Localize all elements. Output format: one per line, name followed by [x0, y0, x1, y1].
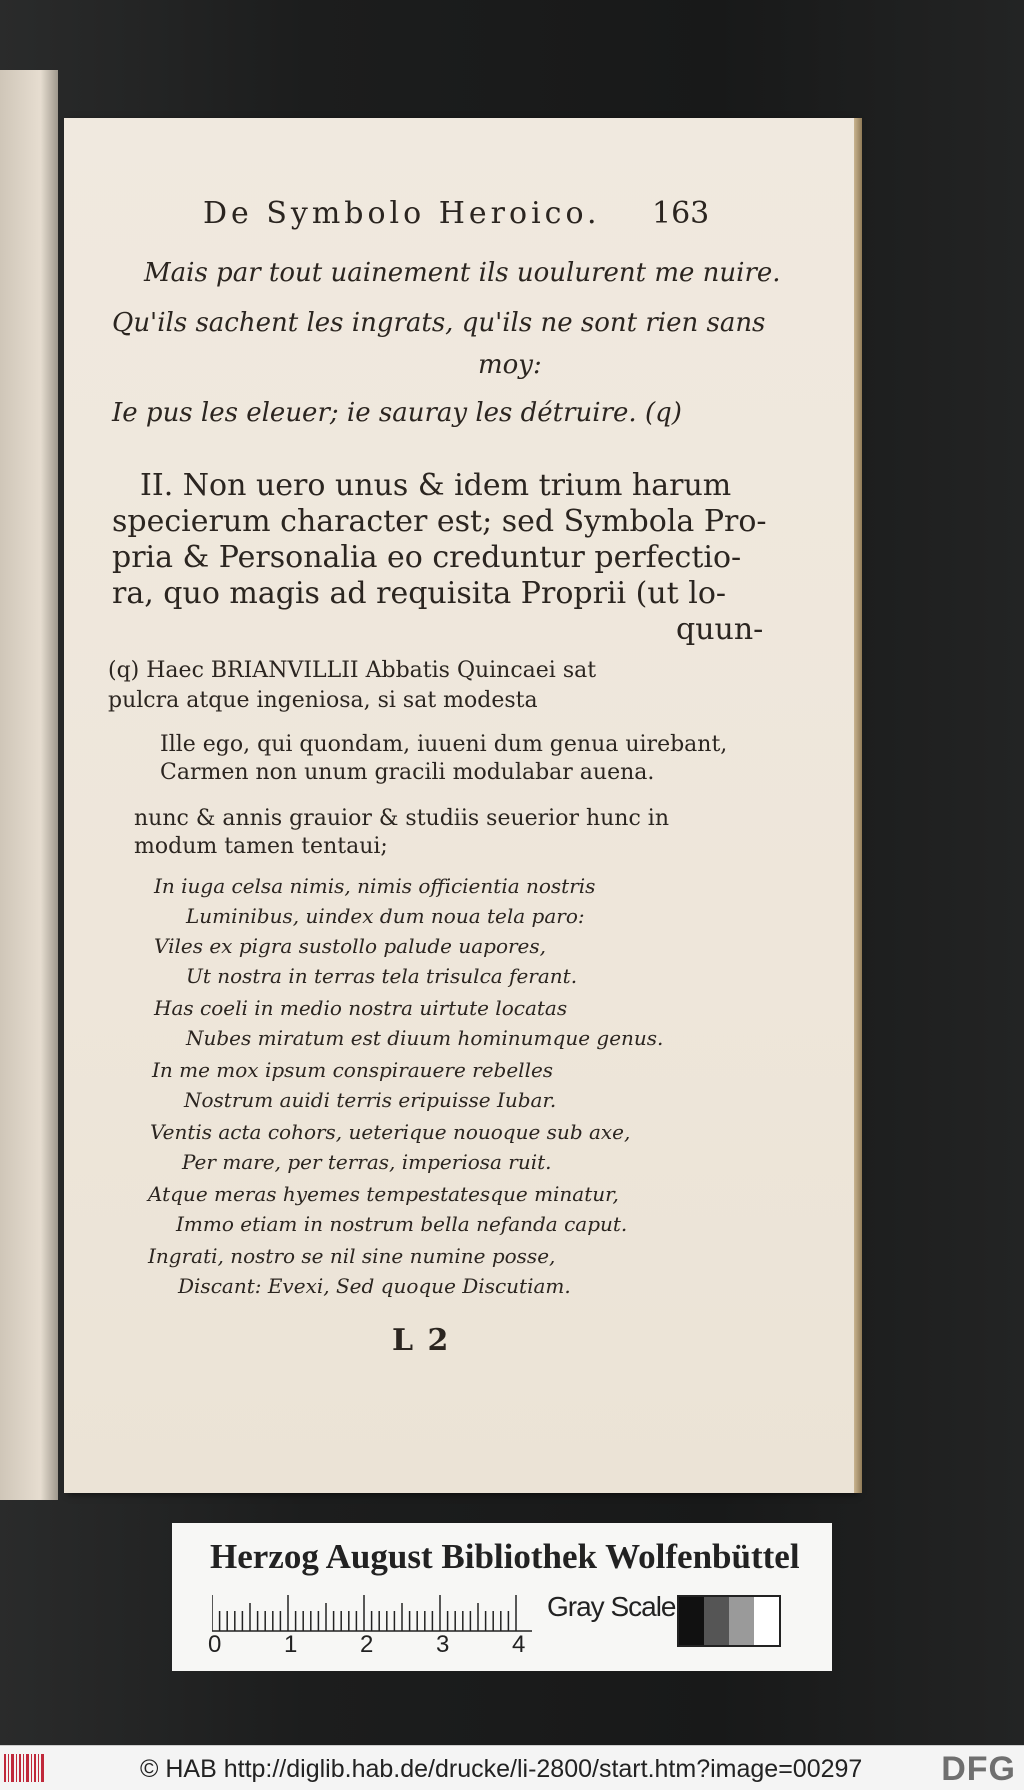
gray-swatch: [679, 1597, 704, 1645]
poem-line: Luminibus, uindex dum noua tela paro:: [186, 904, 585, 928]
poem-line: Atque meras hyemes tempestatesque minatur,: [148, 1182, 619, 1206]
poem-line: Viles ex pigra sustollo palude uapores,: [154, 934, 547, 958]
gray-swatch: [729, 1597, 754, 1645]
paragraph-line: pria & Personalia eo creduntur perfectio-: [112, 540, 742, 575]
poem-line: Nubes miratum est diuum hominumque genus.: [186, 1026, 664, 1050]
french-line: Qu'ils sachent les ingrats, qu'ils ne sont rien sans: [112, 308, 766, 338]
book-page: [64, 118, 854, 1493]
quote-line: Carmen non unum gracili modulabar auena.: [160, 760, 655, 785]
quote-line: Ille ego, qui quondam, iuueni dum genua uirebant,: [160, 732, 728, 757]
note-line: (q) Haec BRIANVILLII Abbatis Quincaei sat: [108, 658, 597, 683]
gray-scale-label: Gray Scale: [547, 1591, 676, 1622]
poem-line: In iuga celsa nimis, nimis officientia nostris: [154, 874, 596, 898]
french-line: Ie pus les eleuer; ie sauray les détruire. (q): [112, 398, 682, 428]
note-line: pulcra atque ingeniosa, si sat modesta: [108, 688, 538, 713]
note-line: modum tamen tentaui;: [134, 834, 388, 859]
french-line: Mais par tout uainement ils uoulurent me nuire.: [144, 258, 781, 288]
note-line: nunc & annis grauior & studiis seuerior hunc in: [134, 806, 669, 831]
poem-line: In me mox ipsum conspirauere rebelles: [152, 1058, 554, 1082]
dfg-logo: DFG: [941, 1750, 1016, 1788]
copyright-url: © HAB http://diglib.hab.de/drucke/li-2800/start.htm?image=00297: [140, 1755, 863, 1783]
french-line: moy:: [478, 350, 542, 380]
paragraph-line: ra, quo magis ad requisita Proprii (ut lo-: [112, 576, 727, 611]
barcode-icon: [4, 1754, 46, 1782]
ruler-label: 3: [436, 1631, 450, 1658]
paragraph-line: II. Non uero unus & idem trium harum: [140, 468, 732, 503]
ruler-label: 0: [208, 1631, 222, 1658]
ruler-label: 4: [512, 1631, 526, 1658]
poem-line: Ventis acta cohors, ueterique nouoque sub axe,: [150, 1120, 631, 1144]
page-edge: [854, 118, 862, 1493]
gray-swatch: [754, 1597, 779, 1645]
poem-line: Per mare, per terras, imperiosa ruit.: [182, 1150, 552, 1174]
gray-scale-swatches: [677, 1595, 781, 1647]
signature-mark: L 2: [392, 1323, 451, 1358]
ruler-label: 2: [360, 1631, 374, 1658]
page-number: 163: [652, 196, 710, 231]
library-name: Herzog August Bibliothek Wolfenbüttel: [210, 1537, 800, 1576]
paragraph-line: quun-: [676, 612, 764, 647]
poem-line: Ingrati, nostro se nil sine numine posse,: [148, 1244, 556, 1268]
poem-line: Has coeli in medio nostra uirtute locatas: [154, 996, 568, 1020]
previous-page-edge: [0, 70, 58, 1500]
gray-swatch: [704, 1597, 729, 1645]
poem-line: Discant: Evexi, Sed quoque Discutiam.: [178, 1274, 571, 1298]
footer-bar: [0, 1745, 1024, 1790]
paragraph-line: specierum character est; sed Symbola Pro-: [112, 504, 767, 539]
color-calibration-card: [172, 1523, 832, 1671]
ruler-label: 1: [284, 1631, 298, 1658]
poem-line: Immo etiam in nostrum bella nefanda caput.: [176, 1212, 628, 1236]
poem-line: Nostrum auidi terris eripuisse Iubar.: [184, 1088, 557, 1112]
poem-line: Ut nostra in terras tela trisulca ferant.: [186, 964, 578, 988]
ruler-scale: [212, 1593, 552, 1633]
running-head: De Symbolo Heroico.: [203, 196, 601, 231]
